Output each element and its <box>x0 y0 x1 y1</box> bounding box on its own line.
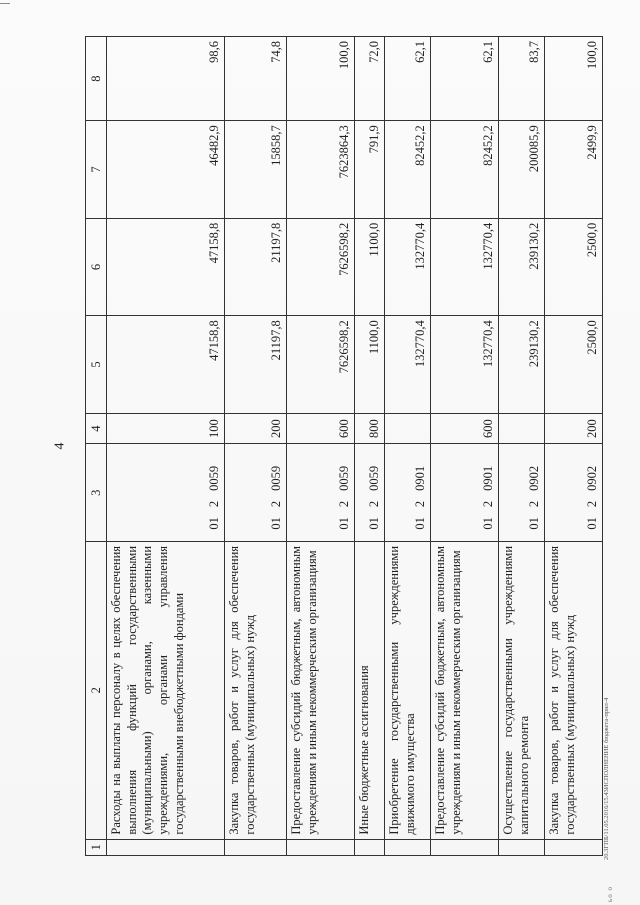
corner-mark: ьо о <box>606 886 614 902</box>
cell-col-8: 98,6 <box>107 37 225 121</box>
cell-col-1 <box>355 839 385 855</box>
code-part-1: 01 <box>269 517 283 530</box>
cell-expense-name: Расходы на выплаты персоналу в целях обеспечения выполнения функций государственными (муниципальными) органами, казенными учреждениями, органами управления государственными внебюджетными фондами <box>107 541 225 839</box>
code-part-2: 2 <box>367 500 381 508</box>
code-part-2: 2 <box>337 500 351 508</box>
cell-expense-type: 200 <box>225 413 287 444</box>
cell-col-7: 200085,9 <box>499 121 545 219</box>
cell-expense-type: 100 <box>107 413 225 444</box>
cell-expense-name: Закупка товаров, работ и услуг для обеспечения государственных (муниципальных) нужд <box>225 541 287 839</box>
cell-col-8: 83,7 <box>499 37 545 121</box>
table-row <box>287 37 355 856</box>
code-part-3: 0059 <box>207 465 221 491</box>
cell-expense-name: Закупка товаров, работ и услуг для обеспечения государственных (муниципальных) нужд <box>545 541 603 839</box>
cell-col-8: 62,1 <box>385 37 431 121</box>
code-part-2: 2 <box>585 500 599 508</box>
cell-col-8: 100,0 <box>287 37 355 121</box>
cell-col-7: 82452,2 <box>431 121 499 219</box>
column-header-2: 2 <box>86 541 107 839</box>
code-part-3: 0901 <box>481 465 495 491</box>
column-number-row <box>86 37 107 856</box>
table-row <box>431 37 499 856</box>
code-part-3: 0902 <box>527 465 541 491</box>
cell-expense-type <box>499 413 545 444</box>
budget-table <box>85 36 599 856</box>
cell-col-6: 1100,0 <box>355 218 385 316</box>
code-part-3: 0059 <box>337 465 351 491</box>
cell-col-5: 21197,8 <box>225 316 287 414</box>
cell-col-5: 132770,4 <box>431 316 499 414</box>
code-part-2: 2 <box>269 500 283 508</box>
code-part-1: 01 <box>413 517 427 530</box>
table-row <box>499 37 545 856</box>
code-part-3: 0059 <box>367 465 381 491</box>
code-part-3: 0901 <box>413 465 427 491</box>
code-part-1: 01 <box>207 517 221 530</box>
cell-col-7: 2499,9 <box>545 121 603 219</box>
cell-codes <box>287 444 355 542</box>
column-header-1: 1 <box>86 839 107 855</box>
cell-expense-name: Осуществление государственными учреждениями капитального ремонта <box>499 541 545 839</box>
cell-col-8: 74,8 <box>225 37 287 121</box>
cell-col-1 <box>107 839 225 855</box>
cell-codes <box>431 444 499 542</box>
cell-col-6: 132770,4 <box>385 218 431 316</box>
cell-expense-type <box>385 413 431 444</box>
cell-codes <box>499 444 545 542</box>
cell-col-8: 100,0 <box>545 37 603 121</box>
file-path-mark: 20.3ГПБ/11.05.2016/15.43ИСПОЛНЕНИЕ бюджета-прил-4 <box>603 697 610 860</box>
code-part-1: 01 <box>481 517 495 530</box>
code-part-2: 2 <box>481 500 495 508</box>
cell-col-6: 2500,0 <box>545 218 603 316</box>
cell-col-5: 47158,8 <box>107 316 225 414</box>
cell-col-8: 72,0 <box>355 37 385 121</box>
cell-col-5: 239130,2 <box>499 316 545 414</box>
cell-col-6: 132770,4 <box>431 218 499 316</box>
table-row <box>355 37 385 856</box>
cell-col-7: 15858,7 <box>225 121 287 219</box>
code-part-1: 01 <box>367 517 381 530</box>
cell-codes <box>107 444 225 542</box>
cell-col-8: 62,1 <box>431 37 499 121</box>
cell-expense-name: Предоставление субсидий бюджетным, автономным учреждениям и иным некоммерческим организациям <box>431 541 499 839</box>
cell-col-6: 47158,8 <box>107 218 225 316</box>
cell-expense-type: 200 <box>545 413 603 444</box>
cell-col-7: 46482,9 <box>107 121 225 219</box>
cell-expense-type: 600 <box>287 413 355 444</box>
cell-col-6: 7626598,2 <box>287 218 355 316</box>
cell-col-7: 791,9 <box>355 121 385 219</box>
column-header-6: 6 <box>86 218 107 316</box>
column-header-4: 4 <box>86 413 107 444</box>
cell-codes <box>355 444 385 542</box>
table-row <box>545 37 603 856</box>
column-header-7: 7 <box>86 121 107 219</box>
cell-col-5: 1100,0 <box>355 316 385 414</box>
cell-col-1 <box>431 839 499 855</box>
code-part-2: 2 <box>413 500 427 508</box>
cell-expense-name: Иные бюджетные ассигнования <box>355 541 385 839</box>
code-part-2: 2 <box>207 500 221 508</box>
cell-col-7: 7623864,3 <box>287 121 355 219</box>
column-header-8: 8 <box>86 37 107 121</box>
table-row <box>385 37 431 856</box>
cell-col-1 <box>385 839 431 855</box>
cell-codes <box>385 444 431 542</box>
column-header-3: 3 <box>86 444 107 542</box>
cell-codes <box>545 444 603 542</box>
cell-expense-type: 600 <box>431 413 499 444</box>
table-row <box>225 37 287 856</box>
code-part-2: 2 <box>527 500 541 508</box>
code-part-1: 01 <box>527 517 541 530</box>
cell-expense-name: Предоставление субсидий бюджетным, автономным учреждениям и иным некоммерческим организациям <box>287 541 355 839</box>
cell-col-5: 7626598,2 <box>287 316 355 414</box>
cell-col-7: 82452,2 <box>385 121 431 219</box>
cell-col-1 <box>545 839 603 855</box>
cell-col-1 <box>499 839 545 855</box>
code-part-1: 01 <box>337 517 351 530</box>
code-part-3: 0902 <box>585 465 599 491</box>
cell-expense-name: Приобретение государственными учреждениями движимого имущества <box>385 541 431 839</box>
page-number: 4 <box>52 442 68 450</box>
cell-col-6: 21197,8 <box>225 218 287 316</box>
cell-codes <box>225 444 287 542</box>
column-header-5: 5 <box>86 316 107 414</box>
cell-col-5: 132770,4 <box>385 316 431 414</box>
code-part-1: 01 <box>585 517 599 530</box>
cell-col-6: 239130,2 <box>499 218 545 316</box>
cell-col-5: 2500,0 <box>545 316 603 414</box>
cell-col-1 <box>287 839 355 855</box>
cell-col-1 <box>225 839 287 855</box>
code-part-3: 0059 <box>269 465 283 491</box>
table-row <box>107 37 225 856</box>
edge-mark <box>0 3 10 4</box>
cell-expense-type: 800 <box>355 413 385 444</box>
